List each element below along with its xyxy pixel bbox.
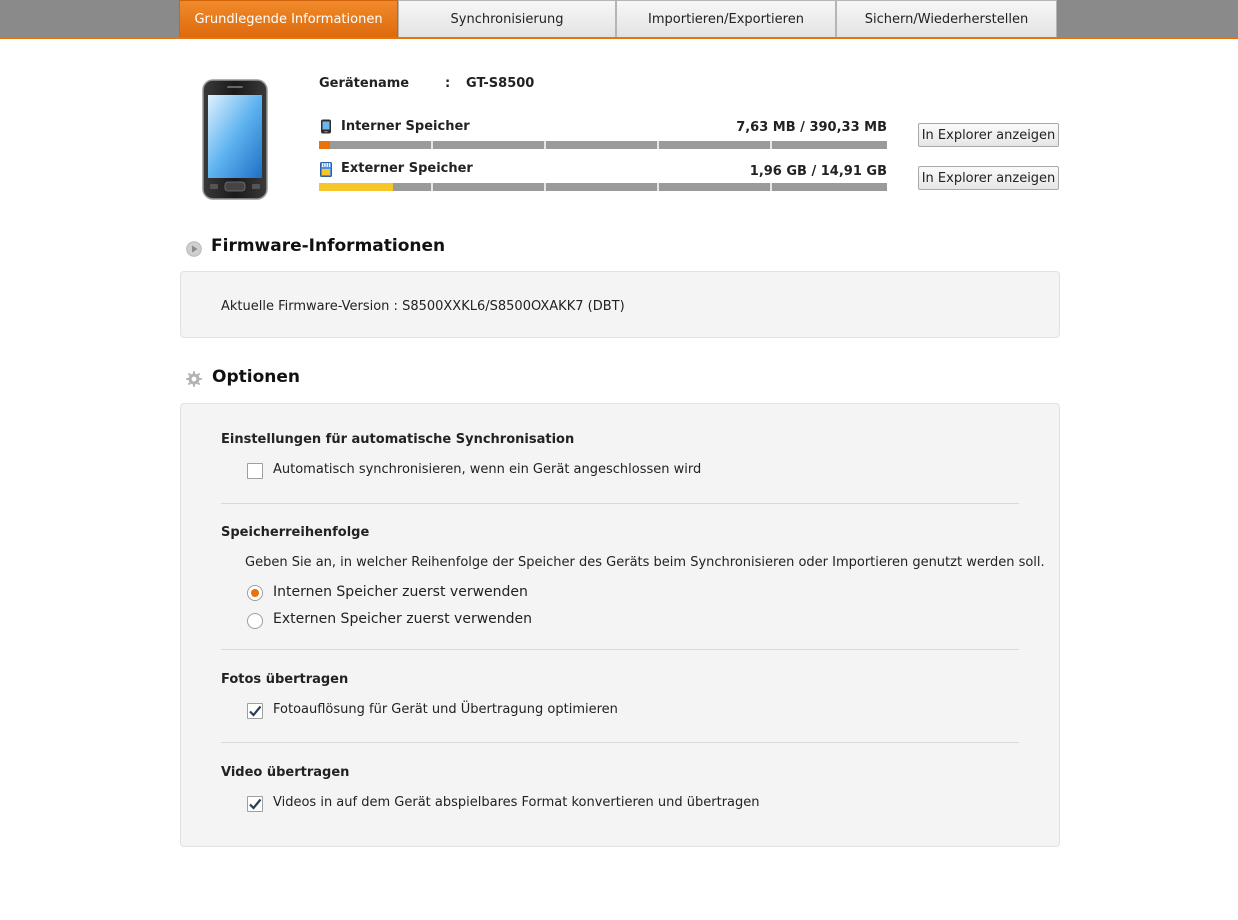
- auto-sync-checkbox[interactable]: [247, 463, 263, 479]
- videos-heading: Video übertragen: [221, 765, 350, 780]
- external-show-in-explorer-button[interactable]: In Explorer anzeigen: [918, 166, 1059, 190]
- radio-internal-first[interactable]: [247, 585, 263, 601]
- tab-import-export[interactable]: Importieren/Exportieren: [616, 0, 836, 37]
- device-phone-image: [201, 79, 269, 200]
- internal-memory-bar: [319, 141, 887, 149]
- auto-sync-heading: Einstellungen für automatische Synchronisation: [221, 432, 575, 447]
- storage-order-description: Geben Sie an, in welcher Reihenfolge der Speicher des Geräts beim Synchronisieren oder Importieren genutzt werden soll.: [245, 555, 1045, 570]
- auto-sync-checkbox-label[interactable]: Automatisch synchronisieren, wenn ein Gerät angeschlossen wird: [273, 462, 702, 477]
- tab-basic-info[interactable]: Grundlegende Informationen: [179, 0, 398, 37]
- tab-synchronization[interactable]: Synchronisierung: [398, 0, 616, 37]
- photos-optimize-checkbox[interactable]: [247, 703, 263, 719]
- divider: [221, 503, 1019, 504]
- sd-card-icon: [320, 162, 332, 177]
- radio-external-first[interactable]: [247, 613, 263, 629]
- device-name-label: Gerätename: [319, 76, 410, 91]
- internal-memory-label: Interner Speicher: [341, 119, 470, 134]
- checkmark-icon: [248, 797, 262, 811]
- internal-memory-value: 7,63 MB / 390,33 MB: [736, 120, 887, 135]
- radio-internal-first-label[interactable]: Internen Speicher zuerst verwenden: [273, 584, 528, 600]
- internal-show-in-explorer-button[interactable]: In Explorer anzeigen: [918, 123, 1059, 147]
- checkmark-icon: [248, 704, 262, 718]
- phone-memory-icon: [320, 119, 332, 134]
- external-memory-value: 1,96 GB / 14,91 GB: [749, 164, 887, 179]
- external-memory-label: Externer Speicher: [341, 161, 473, 176]
- photos-optimize-checkbox-label[interactable]: Fotoauflösung für Gerät und Übertragung optimieren: [273, 702, 618, 717]
- videos-convert-checkbox-label[interactable]: Videos in auf dem Gerät abspielbares Format konvertieren und übertragen: [273, 795, 760, 810]
- videos-convert-checkbox[interactable]: [247, 796, 263, 812]
- divider: [221, 742, 1019, 743]
- device-name-value: GT-S8500: [466, 76, 535, 91]
- external-memory-bar-fill: [319, 183, 393, 191]
- tab-backup-restore[interactable]: Sichern/Wiederherstellen: [836, 0, 1057, 37]
- photos-heading: Fotos übertragen: [221, 672, 349, 687]
- firmware-version-text: Aktuelle Firmware-Version : S8500XXKL6/S8500OXAKK7 (DBT): [221, 299, 625, 314]
- gear-icon: [186, 371, 202, 387]
- divider: [221, 649, 1019, 650]
- top-tab-bar: [0, 0, 1238, 39]
- play-circle-icon: [186, 241, 202, 257]
- device-name-colon: :: [445, 76, 451, 91]
- firmware-section-title: Firmware-Informationen: [211, 236, 446, 256]
- internal-memory-bar-fill: [319, 141, 330, 149]
- radio-external-first-label[interactable]: Externen Speicher zuerst verwenden: [273, 611, 533, 627]
- options-section-title: Optionen: [212, 367, 300, 387]
- external-memory-bar: [319, 183, 887, 191]
- storage-order-heading: Speicherreihenfolge: [221, 525, 370, 540]
